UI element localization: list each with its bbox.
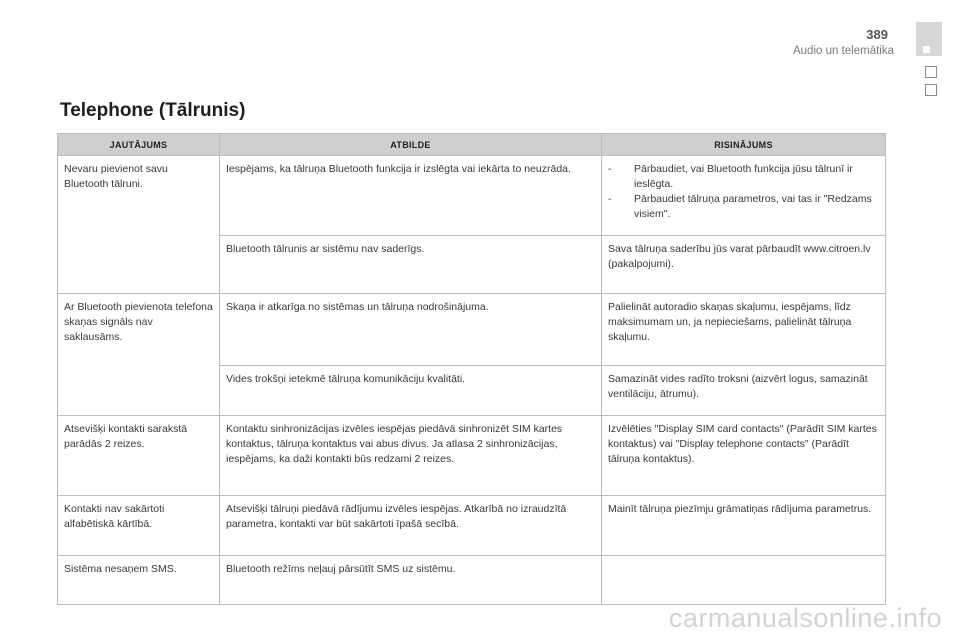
column-header-solution: RISINĀJUMS [602,134,886,156]
solution-cell: Samazināt vides radīto troksni (aizvērt logus, samazināt ventilāciju, ātrumu). [602,366,886,416]
section-name: Audio un telemātika [792,45,894,57]
page-title: Telephone (Tālrunis) [60,100,246,121]
solution-cell [602,556,886,605]
watermark: carmanualsonline.info [668,603,942,633]
table-row [58,496,886,556]
table-row [58,416,886,496]
answer-cell: Vides trokšņi ietekmē tālruņa komunikāciju kvalitāti. [220,366,602,416]
solution-cell: Izvēlēties "Display SIM card contacts" (Parādīt SIM kartes kontaktus) vai "Display telephone contacts" (Parādīt tālruņa kontaktus). [602,416,886,496]
solution-cell [602,156,886,236]
answer-cell: Iespējams, ka tālruņa Bluetooth funkcija ir izslēgta vai iekārta to neuzrāda. [220,156,602,236]
solution-bullet-text: Pārbaudiet tālruņa parametros, vai tas ir "Redzams visiem". [634,193,872,220]
question-cell-continued [58,236,220,294]
table-row [58,556,886,605]
solution-bullet-text: Pārbaudiet, vai Bluetooth funkcija jūsu tālrunī ir ieslēgta. [634,163,853,190]
table-header-row [58,134,886,156]
chapter-tab-icon[interactable] [925,84,937,96]
table-row [58,294,886,366]
bullet-dash: - [608,163,612,175]
table-row [58,366,886,416]
answer-cell: Atsevišķi tālruņi piedāvā rādījumu izvēles iespējas. Atkarībā no izraudzītā parametra, kontakti var būt sakārtoti īpašā secībā. [220,496,602,556]
solution-cell: Mainīt tālruņa piezīmju grāmatiņas rādījuma parametrus. [602,496,886,556]
table-row [58,156,886,236]
answer-cell: Kontaktu sinhronizācijas izvēles iespējas piedāvā sinhronizēt SIM kartes kontaktus, tālruņa kontaktus vai abus divus. Ja atlasa 2 sinhronizācijas, iespējams, ka daži kontakti būs redzami 2 reizes. [220,416,602,496]
chapter-tab-active-icon[interactable] [916,22,942,56]
solution-bullet [608,192,879,222]
solution-cell: Sava tālruņa saderību jūs varat pārbaudīt www.citroen.lv (pakalpojumi). [602,236,886,294]
question-cell: Ar Bluetooth pievienota telefona skaņas signāls nav saklausāms. [58,294,220,366]
solution-cell: Palielināt autoradio skaņas skaļumu, iespējams, līdz maksimumam un, ja nepieciešams, palielināt tālruņa skaļumu. [602,294,886,366]
page-number: 389 [866,27,888,42]
chapter-sidebar [906,0,960,640]
question-cell: Kontakti nav sakārtoti alfabētiskā kārtībā. [58,496,220,556]
column-header-question: JAUTĀJUMS [58,134,220,156]
question-cell-continued [58,366,220,416]
question-cell: Atsevišķi kontakti sarakstā parādās 2 reizes. [58,416,220,496]
troubleshooting-table [57,133,886,605]
answer-cell: Bluetooth tālrunis ar sistēmu nav saderīgs. [220,236,602,294]
question-cell: Nevaru pievienot savu Bluetooth tālruni. [58,156,220,236]
answer-cell: Bluetooth režīms neļauj pārsūtīt SMS uz sistēmu. [220,556,602,605]
chapter-tab-icon[interactable] [925,66,937,78]
solution-bullet [608,162,879,192]
table-row [58,236,886,294]
bullet-dash: - [608,193,612,205]
question-cell: Sistēma nesaņem SMS. [58,556,220,605]
answer-cell: Skaņa ir atkarīga no sistēmas un tālruņa nodrošinājuma. [220,294,602,366]
column-header-answer: ATBILDE [220,134,602,156]
